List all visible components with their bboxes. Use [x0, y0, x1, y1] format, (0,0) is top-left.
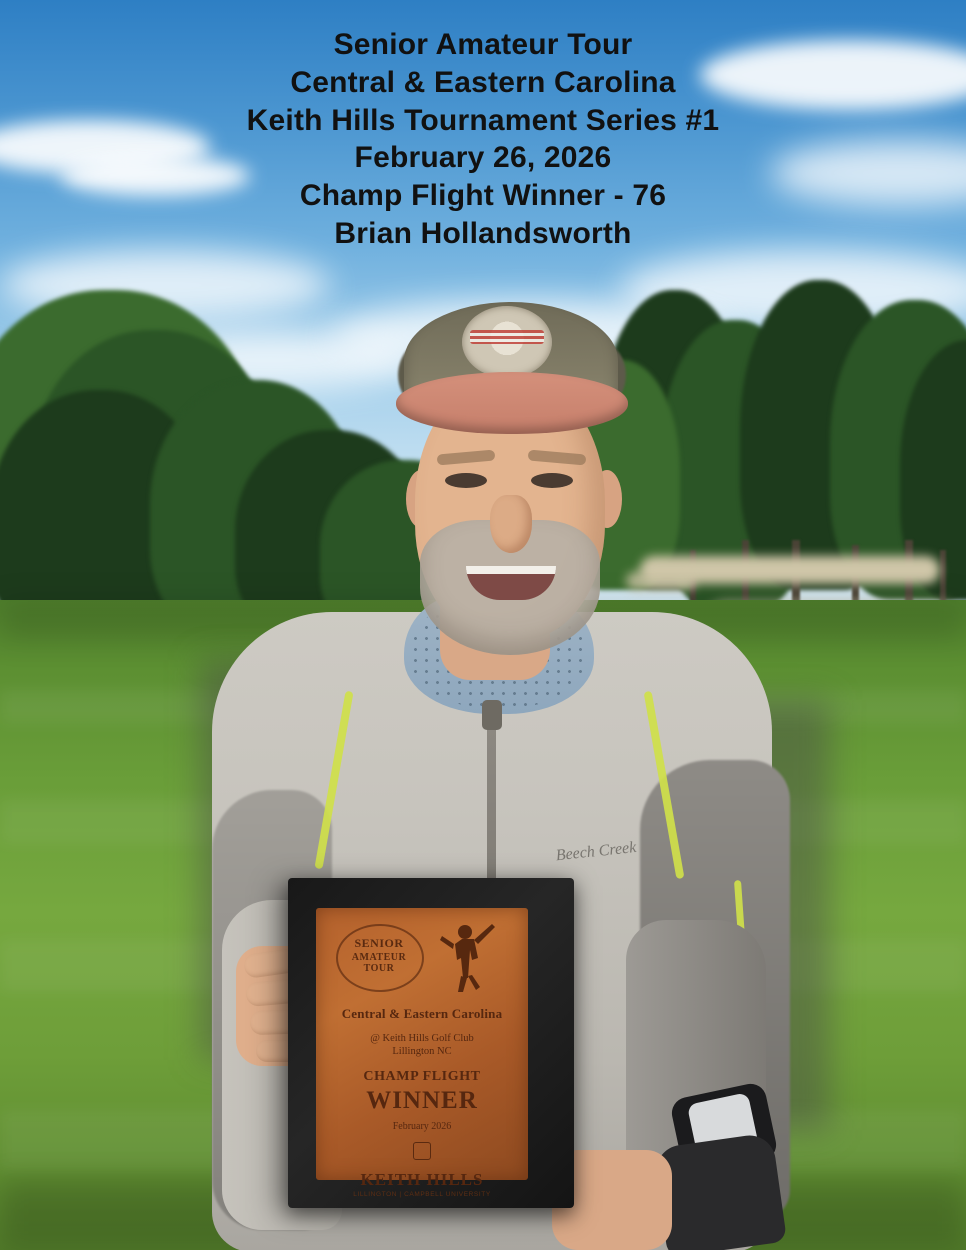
plaque-city: Lillington NC [392, 1046, 452, 1057]
plaque-region: Central & Eastern Carolina [341, 1006, 503, 1021]
plaque-logo [316, 908, 528, 1004]
plaque-course-brand-sub: LILLINGTON | CAMPBELL UNIVERSITY [353, 1191, 491, 1198]
caption-line-2: Central & Eastern Carolina [290, 65, 676, 99]
plaque-venue: @ Keith Hills Golf Club [370, 1033, 474, 1044]
plaque-date: February 2026 [392, 1121, 452, 1132]
golf-glove [653, 1132, 787, 1250]
jacket-brand-text: Beech Creek [555, 838, 638, 865]
caption-line-4: February 26, 2026 [354, 141, 612, 175]
zipper-pull [482, 700, 502, 730]
caption-overlay [0, 26, 966, 253]
keith-hills-badge-icon [413, 1142, 431, 1160]
plaque-logo-line1: SENIOR [354, 936, 404, 950]
plaque-award: WINNER [366, 1087, 478, 1114]
cap-logo-flag-icon [470, 330, 544, 344]
nose [490, 495, 532, 553]
eye-right [531, 473, 573, 488]
cap-brim [396, 372, 628, 434]
plaque-course-brand [316, 1142, 528, 1198]
plaque-flight: CHAMP FLIGHT [363, 1069, 481, 1084]
plaque-course-brand-name: KEITH HILLS [360, 1170, 484, 1189]
eye-left [445, 473, 487, 488]
plaque-logo-line2: AMATEUR TOUR [351, 952, 407, 974]
caption-line-6: Brian Hollandsworth [334, 216, 632, 250]
caption-line-1: Senior Amateur Tour [333, 28, 633, 61]
plaque-engraved-plate [316, 908, 528, 1198]
golfer-silhouette-icon [434, 920, 500, 994]
caption-line-3: Keith Hills Tournament Series #1 [246, 103, 720, 137]
caption-line-5: Champ Flight Winner - 76 [299, 179, 667, 213]
cart-path [626, 572, 696, 590]
